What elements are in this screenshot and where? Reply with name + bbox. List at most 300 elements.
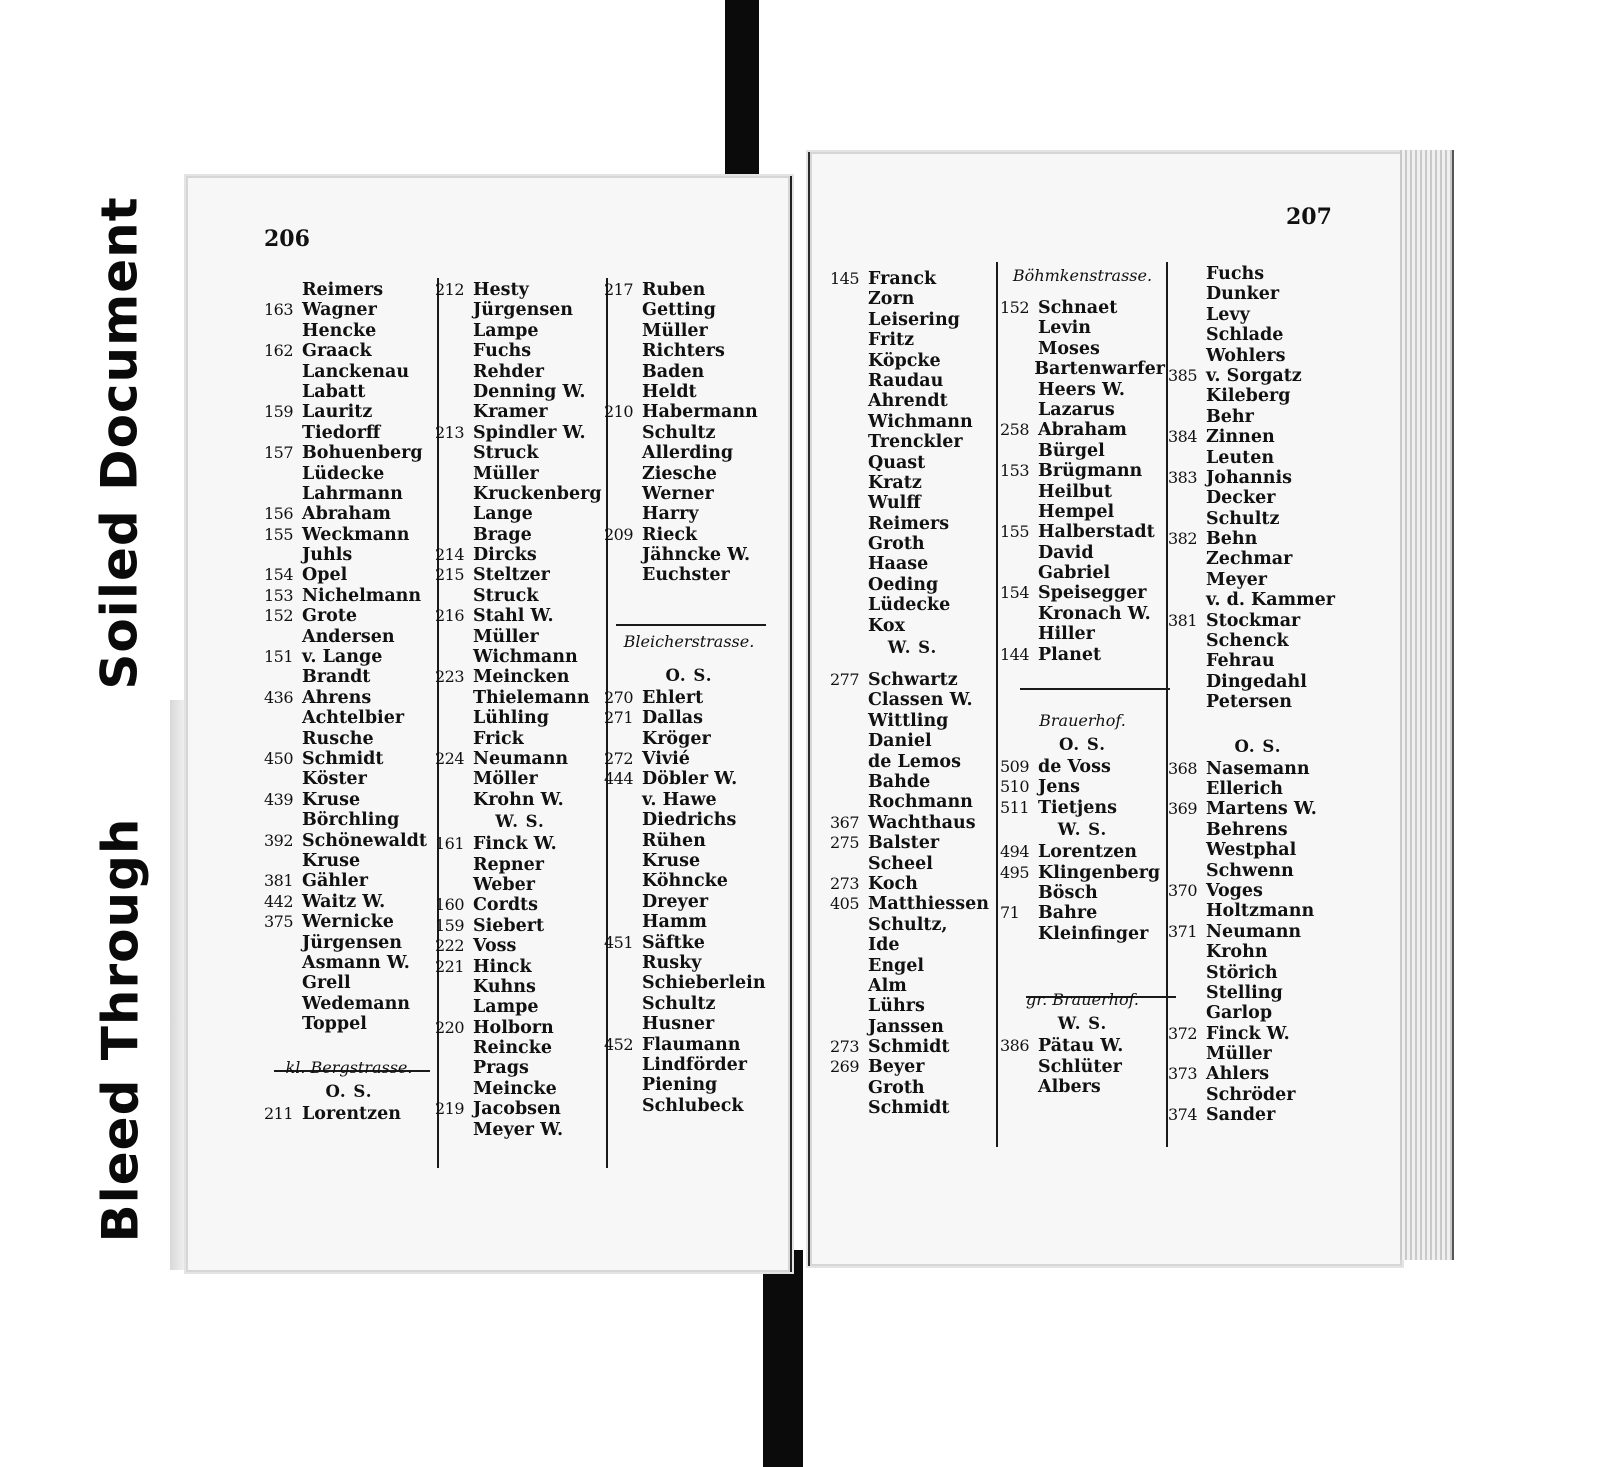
house-number [435, 586, 473, 606]
resident-name: Weber [473, 874, 535, 895]
spacer [1000, 665, 1165, 687]
house-number: 222 [435, 936, 465, 956]
house-number [604, 729, 642, 749]
resident-name: Hinck [473, 956, 532, 977]
house-number [830, 956, 868, 976]
directory-entry [435, 977, 605, 997]
house-number [830, 534, 868, 554]
resident-name: Wachthaus [868, 812, 976, 833]
resident-name: Tietjens [1038, 797, 1117, 818]
house-number: 381 [1168, 610, 1198, 630]
directory-entry [604, 1075, 774, 1095]
directory-entry [435, 875, 605, 895]
resident-name: Decker [1206, 488, 1276, 509]
house-number [435, 997, 473, 1017]
house-number [830, 310, 868, 330]
resident-name: Kruse [302, 850, 361, 871]
resident-name: Müller [473, 463, 539, 484]
house-number [435, 1120, 473, 1140]
house-number: 275 [830, 833, 860, 853]
resident-name: Holtzmann [1206, 901, 1315, 922]
directory-entry [1000, 339, 1165, 359]
directory-entry [604, 1014, 774, 1034]
house-number: 272 [604, 749, 634, 769]
directory-entry [1168, 881, 1348, 901]
house-number [830, 493, 868, 513]
directory-entry [1000, 359, 1165, 379]
resident-name: Lampe [473, 997, 539, 1018]
house-number [1000, 563, 1038, 583]
resident-name: Döbler W. [642, 769, 738, 790]
house-number [830, 453, 868, 473]
resident-name: Siebert [473, 915, 545, 936]
directory-entry [604, 749, 774, 769]
house-number [1168, 407, 1206, 427]
directory-entry [1168, 983, 1348, 1003]
resident-name: Sander [1206, 1105, 1276, 1126]
directory-entry [604, 912, 774, 932]
directory-entry [604, 892, 774, 912]
house-number [435, 688, 473, 708]
resident-name: Köpcke [868, 350, 941, 371]
directory-entry [264, 504, 434, 524]
directory-entry [830, 391, 995, 411]
house-number [264, 810, 302, 830]
directory-entry [435, 1018, 605, 1038]
directory-entry [1000, 645, 1165, 665]
directory-entry [264, 667, 434, 687]
house-number [435, 1038, 473, 1058]
resident-name: Behrens [1206, 819, 1288, 840]
house-number [1168, 305, 1206, 325]
resident-name: Bohuenberg [302, 443, 423, 464]
resident-name: Behr [1206, 406, 1254, 427]
directory-entry [264, 545, 434, 565]
house-number [264, 423, 302, 443]
directory-entry [435, 688, 605, 708]
directory-entry [830, 1098, 995, 1118]
house-number [604, 545, 642, 565]
resident-name: Levin [1038, 318, 1091, 339]
house-number [1168, 692, 1206, 712]
resident-name: Schlade [1206, 325, 1284, 346]
directory-entry [1168, 901, 1348, 921]
directory-entry [435, 769, 605, 789]
resident-name: Schönewaldt [302, 830, 427, 851]
directory-entry [1000, 482, 1165, 502]
house-number: 384 [1168, 427, 1198, 447]
directory-entry [264, 484, 434, 504]
house-number: 510 [1000, 777, 1030, 797]
directory-entry [1168, 488, 1348, 508]
directory-entry [264, 871, 434, 891]
resident-name: Schlüter [1038, 1056, 1122, 1077]
resident-name: v. d. Kammer [1206, 590, 1335, 611]
house-number: 215 [435, 565, 465, 585]
resident-name: Neumann [473, 748, 569, 769]
resident-name: Martens W. [1206, 799, 1317, 820]
directory-entry [264, 464, 434, 484]
directory-entry [604, 443, 774, 463]
resident-name: Struck [473, 443, 539, 464]
resident-name: Finck W. [1206, 1023, 1290, 1044]
resident-name: Zechmar [1206, 549, 1293, 570]
house-number [1168, 1044, 1206, 1064]
resident-name: Ehlert [642, 687, 704, 708]
directory-entry [1168, 963, 1348, 983]
soiled-document-label [70, 180, 170, 705]
street-heading: Böhmkenstrasse. [1012, 266, 1153, 285]
directory-entry [604, 953, 774, 973]
street-side-label: O. S. [1234, 736, 1282, 756]
house-number: 452 [604, 1034, 634, 1054]
resident-name: Hiller [1038, 624, 1095, 645]
resident-name: Albers [1038, 1076, 1101, 1097]
directory-entry [1168, 942, 1348, 962]
house-number [1000, 624, 1038, 644]
house-number [435, 729, 473, 749]
directory-entry [830, 330, 995, 350]
house-number [1168, 631, 1206, 651]
house-number [830, 330, 868, 350]
house-number [264, 280, 302, 300]
directory-entry [1000, 757, 1165, 777]
directory-entry [1168, 1044, 1348, 1064]
house-number [830, 996, 868, 1016]
resident-name: Müller [642, 320, 708, 341]
directory-entry [435, 916, 605, 936]
house-number [1000, 543, 1038, 563]
resident-name: Oeding [868, 574, 939, 595]
directory-entry [1168, 590, 1348, 610]
directory-entry [435, 895, 605, 915]
house-number: 224 [435, 748, 465, 768]
directory-entry [1168, 861, 1348, 881]
resident-name: Dreyer [642, 891, 709, 912]
resident-name: Trenckler [868, 432, 963, 453]
house-number [264, 667, 302, 687]
directory-entry [830, 493, 995, 513]
house-number [1168, 942, 1206, 962]
house-number [264, 994, 302, 1014]
resident-name: Garlop [1206, 1003, 1273, 1024]
directory-entry [435, 855, 605, 875]
directory-entry [435, 1038, 605, 1058]
resident-name: Bösch [1038, 882, 1098, 903]
directory-entry [1168, 759, 1348, 779]
resident-name: Kruse [642, 850, 701, 871]
resident-name: Schlubeck [642, 1095, 744, 1116]
house-number: 511 [1000, 797, 1030, 817]
directory-entry [1000, 400, 1165, 420]
directory-entry [1168, 448, 1348, 468]
directory-entry [264, 912, 434, 932]
resident-name: Ziesche [642, 463, 717, 484]
directory-entry [1168, 346, 1348, 366]
house-number [830, 473, 868, 493]
house-number [604, 994, 642, 1014]
directory-entry [1168, 366, 1348, 386]
directory-entry [435, 464, 605, 484]
house-number [604, 341, 642, 361]
house-number: 154 [264, 565, 294, 585]
resident-name: Möller [473, 769, 538, 790]
house-number: 217 [604, 280, 634, 299]
house-number [830, 1017, 868, 1037]
directory-entry [264, 300, 434, 320]
house-number: 383 [1168, 467, 1198, 487]
resident-name: Behn [1206, 529, 1258, 550]
directory-entry [264, 810, 434, 830]
resident-name: Schultz [642, 422, 716, 443]
house-number [604, 851, 642, 871]
directory-entry [604, 810, 774, 830]
resident-name: v. Lange [302, 647, 383, 668]
directory-entry [1000, 604, 1165, 624]
directory-entry [1000, 903, 1165, 923]
house-number: 162 [264, 341, 294, 361]
house-number: 159 [435, 915, 465, 935]
directory-entry [1000, 883, 1165, 903]
directory-entry [830, 453, 995, 473]
directory-entry [604, 973, 774, 993]
directory-entry [830, 711, 995, 731]
house-number [1168, 651, 1206, 671]
resident-name: Prags [473, 1058, 529, 1079]
directory-entry [435, 708, 605, 728]
spacer [1000, 687, 1165, 709]
resident-name: Köhncke [642, 871, 728, 892]
house-number [830, 412, 868, 432]
house-number [1168, 264, 1206, 284]
house-number [830, 371, 868, 391]
resident-name: Fritz [868, 330, 915, 351]
directory-entry [264, 586, 434, 606]
resident-name: Moses [1038, 338, 1100, 359]
house-number: 161 [435, 834, 465, 854]
directory-entry [435, 790, 605, 810]
house-number [830, 391, 868, 411]
house-number [604, 464, 642, 484]
resident-name: Harry [642, 504, 699, 525]
house-number [435, 708, 473, 728]
house-number [435, 855, 473, 875]
directory-entry [435, 729, 605, 749]
directory-column-2 [435, 280, 605, 1140]
resident-name: Pätau W. [1038, 1036, 1124, 1057]
resident-name: Schmidt [302, 748, 384, 769]
house-number [435, 790, 473, 810]
directory-entry [435, 1099, 605, 1119]
column-rule [996, 262, 998, 1147]
house-number [435, 647, 473, 667]
directory-entry [604, 525, 774, 545]
directory-entry [830, 996, 995, 1016]
house-number [830, 595, 868, 615]
house-number: 159 [264, 402, 294, 422]
directory-entry [604, 1055, 774, 1075]
directory-entry [435, 627, 605, 647]
resident-name: Waitz W. [302, 891, 386, 912]
directory-entry [435, 504, 605, 524]
resident-name: Haase [868, 554, 929, 575]
resident-name: Zorn [868, 289, 915, 310]
directory-entry [1000, 420, 1165, 440]
directory-entry [264, 362, 434, 382]
directory-entry [435, 525, 605, 545]
house-number [1168, 861, 1206, 881]
spacer [604, 608, 774, 630]
directory-entry [604, 933, 774, 953]
directory-entry [435, 565, 605, 585]
house-number [604, 382, 642, 402]
directory-entry [830, 792, 995, 812]
directory-entry [1168, 820, 1348, 840]
resident-name: Finck W. [473, 834, 557, 855]
resident-name: Bahre [1038, 903, 1098, 924]
house-number [830, 935, 868, 955]
directory-entry [830, 1017, 995, 1037]
house-number: 450 [264, 748, 294, 768]
directory-entry [1168, 692, 1348, 712]
street-side-label: W. S. [1057, 1014, 1108, 1034]
house-number [1168, 840, 1206, 860]
resident-name: Daniel [868, 731, 932, 752]
directory-entry [1000, 543, 1165, 563]
resident-name: Speisegger [1038, 583, 1147, 604]
resident-name: Diedrichs [642, 810, 737, 831]
resident-name: Lindförder [642, 1054, 747, 1075]
directory-entry [435, 749, 605, 769]
soiled-document-text: Soiled Document [91, 195, 150, 690]
directory-entry [830, 813, 995, 833]
directory-entry [435, 341, 605, 361]
resident-name: Müller [473, 626, 539, 647]
page-number-left: 206 [264, 226, 310, 252]
directory-entry [435, 362, 605, 382]
house-number: 163 [264, 300, 294, 320]
resident-name: de Lemos [868, 751, 961, 772]
house-number [1168, 386, 1206, 406]
directory-entry [1000, 842, 1165, 862]
directory-entry [264, 994, 434, 1014]
directory-entry [264, 1014, 434, 1034]
directory-entry [1168, 570, 1348, 590]
resident-name: Alm [868, 975, 907, 996]
resident-name: Brügmann [1038, 461, 1143, 482]
street-heading: gr. Brauerhof. [1025, 990, 1140, 1010]
resident-name: Lauritz [302, 402, 373, 423]
house-number [1168, 590, 1206, 610]
house-number [604, 810, 642, 830]
directory-entry [1168, 651, 1348, 671]
resident-name: Hesty [473, 280, 529, 300]
directory-entry [435, 997, 605, 1017]
street-side-label: O. S. [1059, 735, 1106, 755]
resident-name: Piening [642, 1075, 718, 1096]
resident-name: Wagner [302, 300, 377, 321]
directory-entry [435, 957, 605, 977]
house-number [604, 300, 642, 320]
directory-entry [1000, 1057, 1165, 1077]
house-number [435, 443, 473, 463]
directory-entry [435, 647, 605, 667]
street-heading: Brauerhof. [1039, 711, 1126, 731]
directory-entry [830, 371, 995, 391]
directory-entry [435, 300, 605, 320]
resident-name: Lüdecke [302, 463, 385, 484]
house-number [830, 1078, 868, 1098]
resident-name: Rusche [302, 728, 374, 749]
directory-entry [1168, 407, 1348, 427]
resident-name: Stahl W. [473, 606, 554, 627]
resident-name: Kramer [473, 402, 548, 423]
resident-name: Ellerich [1206, 778, 1284, 799]
resident-name: Meyer [1206, 569, 1268, 590]
house-number: 221 [435, 956, 465, 976]
resident-name: Schwartz [868, 670, 958, 691]
house-number: 374 [1168, 1105, 1198, 1125]
directory-entry [830, 976, 995, 996]
resident-name: v. Sorgatz [1206, 365, 1302, 386]
house-number [1000, 400, 1038, 420]
directory-entry [264, 708, 434, 728]
directory-entry [604, 994, 774, 1014]
directory-entry [604, 402, 774, 422]
resident-name: Halberstadt [1038, 522, 1155, 543]
house-number [1168, 509, 1206, 529]
resident-name: Cordts [473, 895, 538, 916]
directory-entry [435, 545, 605, 565]
resident-name: Koch [868, 873, 918, 894]
resident-name: Stockmar [1206, 610, 1301, 631]
house-number: 509 [1000, 757, 1030, 777]
house-number: 372 [1168, 1023, 1198, 1043]
house-number: 370 [1168, 880, 1198, 900]
directory-entry [830, 894, 995, 914]
resident-name: Rehder [473, 361, 544, 382]
directory-entry [264, 382, 434, 402]
house-number [435, 875, 473, 895]
bleed-through-text: Bleed Through [91, 817, 149, 1243]
resident-name: Reincke [473, 1038, 552, 1059]
house-number [1000, 1077, 1038, 1097]
house-number [435, 769, 473, 789]
house-number [830, 854, 868, 874]
resident-name: Heldt [642, 381, 697, 402]
resident-name: Rühen [642, 830, 706, 851]
directory-entry [264, 973, 434, 993]
spacer [1000, 944, 1165, 966]
directory-entry [604, 790, 774, 810]
directory-entry [435, 443, 605, 463]
resident-name: de Voss [1038, 757, 1111, 778]
house-number [435, 402, 473, 422]
resident-name: Fehrau [1206, 651, 1275, 672]
house-number [830, 554, 868, 574]
resident-name: Lange [473, 504, 533, 525]
directory-entry [1168, 1064, 1348, 1084]
directory-entry [830, 351, 995, 371]
house-number [435, 525, 473, 545]
resident-name: Euchster [642, 565, 730, 586]
house-number [1168, 672, 1206, 692]
house-number [1000, 502, 1038, 522]
resident-name: Groth [868, 534, 925, 555]
resident-name: Spindler W. [473, 422, 586, 443]
house-number [435, 504, 473, 524]
directory-entry [264, 790, 434, 810]
